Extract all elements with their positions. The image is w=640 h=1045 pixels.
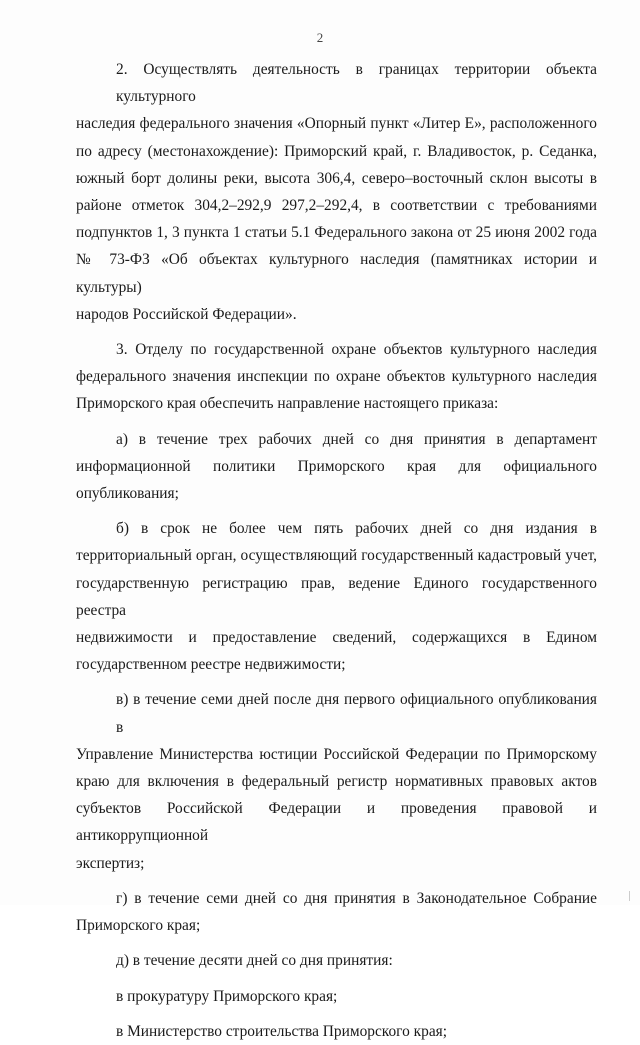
text-line: Приморского края; bbox=[76, 917, 201, 935]
text-line: подпунктов 1, 3 пункта 1 статьи 5.1 Федерального закона от 25 июня 2002 года bbox=[76, 224, 597, 242]
text-line: государственном реестре недвижимости; bbox=[76, 656, 346, 674]
text-line: недвижимости и предоставление сведений, содержащихся в Едином bbox=[76, 629, 597, 647]
text-line: г) в течение семи дней со дня принятия в Законодательное Собрание bbox=[116, 889, 597, 907]
text-line: в прокуратуру Приморского края; bbox=[116, 987, 338, 1005]
text-line: федерального значения инспекции по охране объектов культурного наследия bbox=[76, 368, 597, 386]
text-line: а) в течение трех рабочих дней со дня принятия в департамент bbox=[116, 430, 597, 448]
text-line: в Министерство строительства Приморского края; bbox=[116, 1022, 448, 1040]
text-line: по адресу (местонахождение): Приморский край, г. Владивосток, р. Седанка, bbox=[76, 142, 597, 160]
document-body bbox=[76, 56, 597, 1045]
text-line: информационной политики Приморского края для официального bbox=[76, 457, 597, 475]
text-line: государственную регистрацию прав, ведение Единого государственного реестра bbox=[76, 574, 597, 619]
text-line: народов Российской Федерации». bbox=[76, 305, 297, 323]
text-line: южный борт долины реки, высота 306,4, северо–восточный склон высоты в bbox=[76, 169, 597, 187]
scan-edge-mark bbox=[629, 891, 636, 901]
text-line: районе отметок 304,2–292,9 297,2–292,4, в соответствии с требованиями bbox=[76, 197, 597, 215]
text-line: территориальный орган, осуществляющий государственный кадастровый учет, bbox=[76, 547, 597, 565]
text-line: субъектов Российской Федерации и проведения правовой и антикоррупционной bbox=[76, 800, 597, 845]
text-line: опубликования; bbox=[76, 485, 179, 503]
subitem-a bbox=[76, 426, 597, 508]
text-line: экспертиз; bbox=[76, 854, 145, 872]
page-number: 2 bbox=[316, 30, 324, 45]
text-line: № 73-ФЗ «Об объектах культурного наследия (памятниках истории и культуры) bbox=[76, 251, 597, 296]
text-line: 3. Отделу по государственной охране объектов культурного наследия bbox=[116, 341, 597, 359]
recipient-ministry bbox=[76, 1018, 597, 1045]
subitem-b bbox=[76, 515, 597, 678]
paragraph-item-3 bbox=[76, 336, 597, 418]
text-line: в) в течение семи дней после дня первого официального опубликования в bbox=[116, 691, 597, 736]
subitem-g bbox=[76, 885, 597, 939]
text-line: Управление Министерства юстиции Российской Федерации по Приморскому bbox=[76, 745, 597, 763]
subitem-d bbox=[76, 947, 597, 974]
subitem-v bbox=[76, 686, 597, 876]
text-line: д) в течение десяти дней со дня принятия: bbox=[116, 952, 393, 970]
recipient-prosecutor bbox=[76, 983, 597, 1010]
text-line: 2. Осуществлять деятельность в границах территории объекта культурного bbox=[116, 61, 597, 106]
text-line: краю для включения в федеральный регистр нормативных правовых актов bbox=[76, 773, 597, 791]
text-line: наследия федерального значения «Опорный пункт «Литер Е», расположенного bbox=[76, 115, 597, 133]
text-line: Приморского края обеспечить направление настоящего приказа: bbox=[76, 395, 499, 413]
text-line: б) в срок не более чем пять рабочих дней со дня издания в bbox=[116, 520, 597, 538]
paragraph-item-2 bbox=[76, 56, 597, 328]
